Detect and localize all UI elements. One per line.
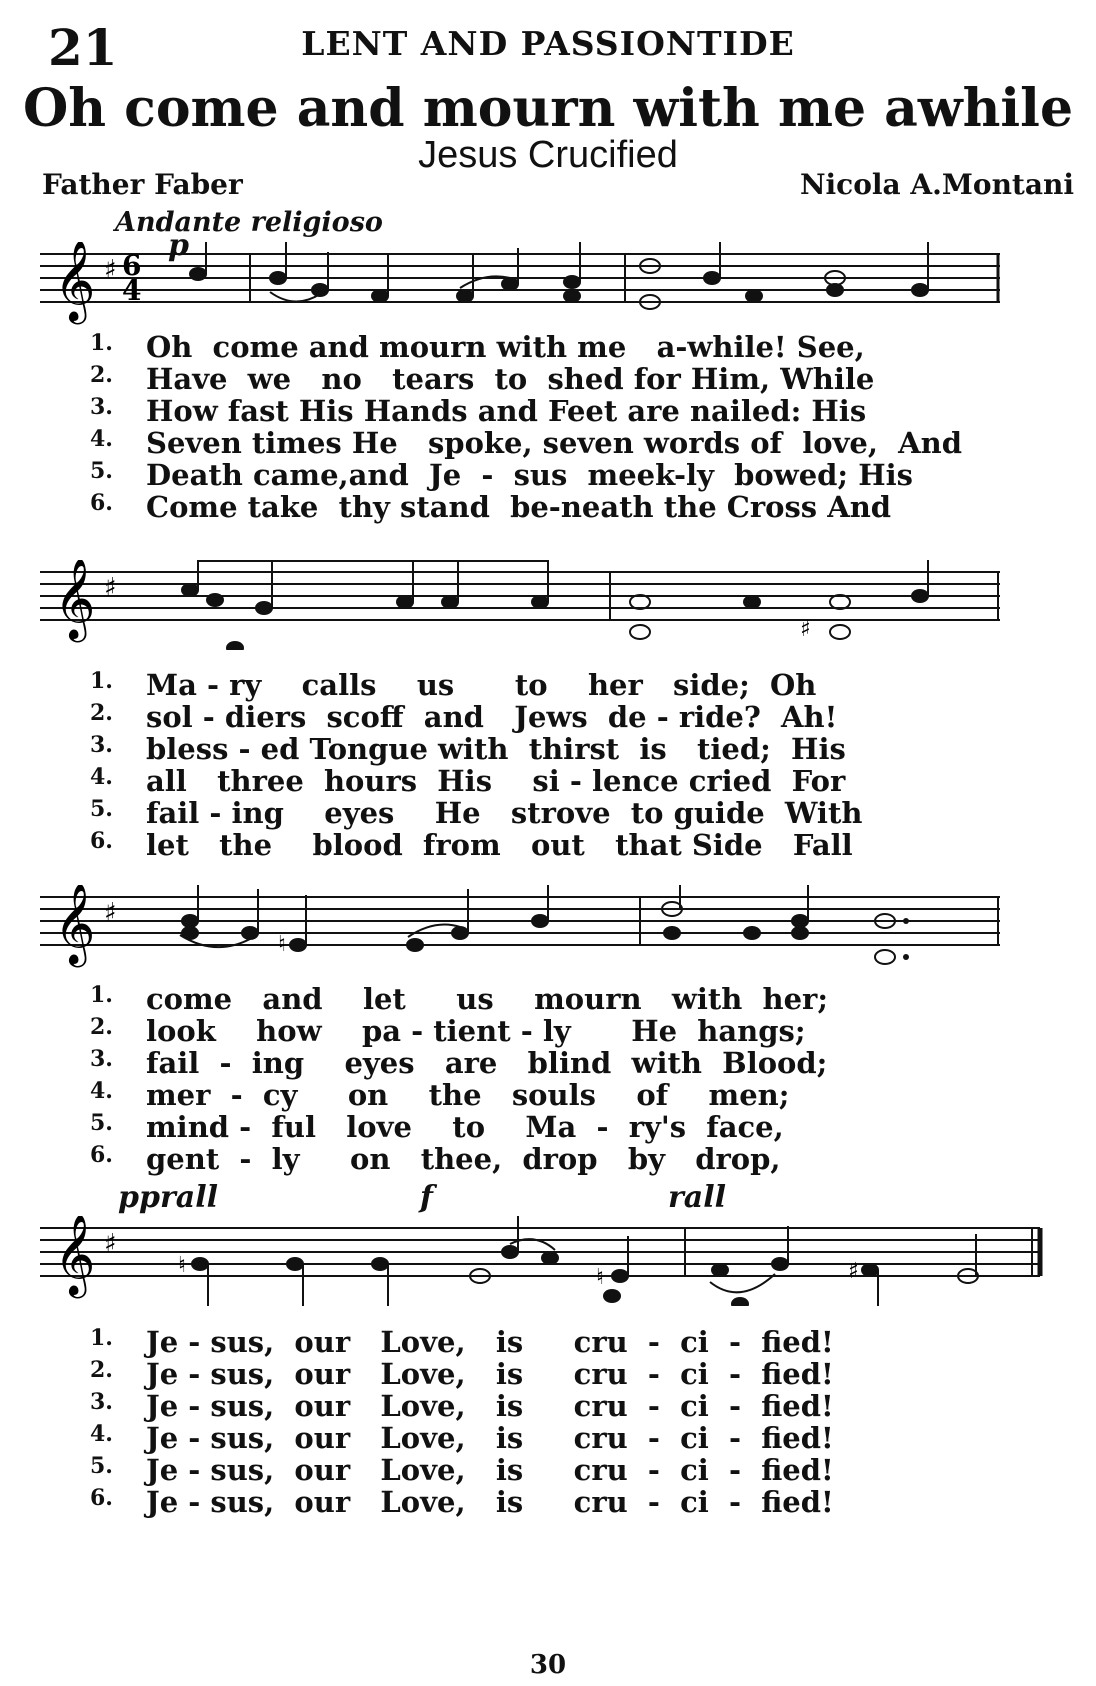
tempo-marking: Andante religioso — [115, 207, 383, 238]
svg-text:♯: ♯ — [104, 255, 117, 285]
music-staff-3 — [40, 885, 1070, 975]
verse-line: 3. bless - ed Tongue with thirst is tied; His — [90, 732, 846, 766]
lyrics-block-1 — [80, 330, 1070, 522]
composer-credit: Nicola A.Montani — [799, 168, 1074, 201]
hymn-number: 21 — [48, 18, 118, 77]
svg-text:♯: ♯ — [104, 1229, 117, 1259]
tune-name: Jesus Crucified — [418, 134, 678, 176]
svg-text:♮: ♮ — [596, 1265, 604, 1290]
verse-line: 4. Seven times He spoke, seven words of love, And — [90, 426, 963, 460]
author-credit: Father Faber — [42, 168, 243, 201]
verse-line: 1. Oh come and mourn with me a-while! See, — [90, 330, 865, 364]
time-sig-bottom: 4 — [122, 274, 142, 307]
verse-line: 4. mer - cy on the souls of men; — [90, 1078, 790, 1112]
svg-text:♮: ♮ — [178, 1253, 186, 1278]
svg-text:𝄞: 𝄞 — [54, 242, 96, 321]
rall-marking-2: rall — [668, 1180, 727, 1215]
verse-line: 6. gent - ly on thee, drop by drop, — [90, 1142, 781, 1176]
rall-marking-1: rall — [160, 1180, 219, 1215]
lyrics-block-4 — [80, 1325, 1070, 1517]
music-staff-1 — [40, 242, 1070, 332]
time-sig-top: 6 — [122, 249, 142, 282]
svg-text:♯: ♯ — [800, 617, 811, 642]
verse-line: 2. sol - diers scoff and Jews de - ride? Ah! — [90, 700, 838, 734]
verse-line: 3. fail - ing eyes are blind with Blood; — [90, 1046, 828, 1080]
dynamic-forte: f — [420, 1180, 433, 1215]
dynamic-piano: p — [168, 228, 189, 263]
verse-line: 1. Je - sus, our Love, is cru - ci - fied! — [90, 1325, 834, 1359]
music-staff-4 — [40, 1216, 1070, 1306]
verse-line: 5. fail - ing eyes He strove to guide With — [90, 796, 863, 830]
music-staff-2 — [40, 560, 1070, 650]
verse-line: 3. How fast His Hands and Feet are nailed: His — [90, 394, 867, 428]
verse-line: 6. Je - sus, our Love, is cru - ci - fied! — [90, 1485, 834, 1519]
hymn-title: Oh come and mourn with me awhile — [22, 78, 1074, 139]
svg-text:♯: ♯ — [104, 573, 117, 603]
verse-line: 4. Je - sus, our Love, is cru - ci - fied! — [90, 1421, 834, 1455]
svg-text:♯: ♯ — [104, 898, 117, 928]
verse-line: 3. Je - sus, our Love, is cru - ci - fied! — [90, 1389, 834, 1423]
page-number: 30 — [529, 1650, 567, 1680]
svg-text:♮: ♮ — [278, 932, 286, 957]
verse-line: 6. Come take thy stand be-neath the Cross And — [90, 490, 892, 524]
verse-line: 2. look how pa - tient - ly He hangs; — [90, 1014, 806, 1048]
verse-line: 6. let the blood from out that Side Fall — [90, 828, 853, 862]
lyrics-block-3 — [80, 982, 1070, 1174]
verse-line: 2. Have we no tears to shed for Him, While — [90, 362, 875, 396]
svg-text:♯: ♯ — [848, 1259, 859, 1284]
verse-line: 1. come and let us mourn with her; — [90, 982, 829, 1016]
verse-line: 2. Je - sus, our Love, is cru - ci - fied! — [90, 1357, 834, 1391]
verse-line: 5. mind - ful love to Ma - ry's face, — [90, 1110, 784, 1144]
svg-text:𝄞: 𝄞 — [54, 1216, 96, 1295]
svg-text:𝄞: 𝄞 — [54, 560, 96, 639]
verse-line: 1. Ma - ry calls us to her side; Oh — [90, 668, 817, 702]
dynamic-pianissimo: pp — [118, 1180, 160, 1215]
verse-line: 4. all three hours His si - lence cried For — [90, 764, 846, 798]
svg-text:𝄞: 𝄞 — [54, 885, 96, 964]
verse-line: 5. Je - sus, our Love, is cru - ci - fied! — [90, 1453, 834, 1487]
lyrics-block-2 — [80, 668, 1070, 860]
section-heading: LENT AND PASSIONTIDE — [301, 24, 795, 63]
verse-line: 5. Death came,and Je - sus meek-ly bowed; His — [90, 458, 913, 492]
